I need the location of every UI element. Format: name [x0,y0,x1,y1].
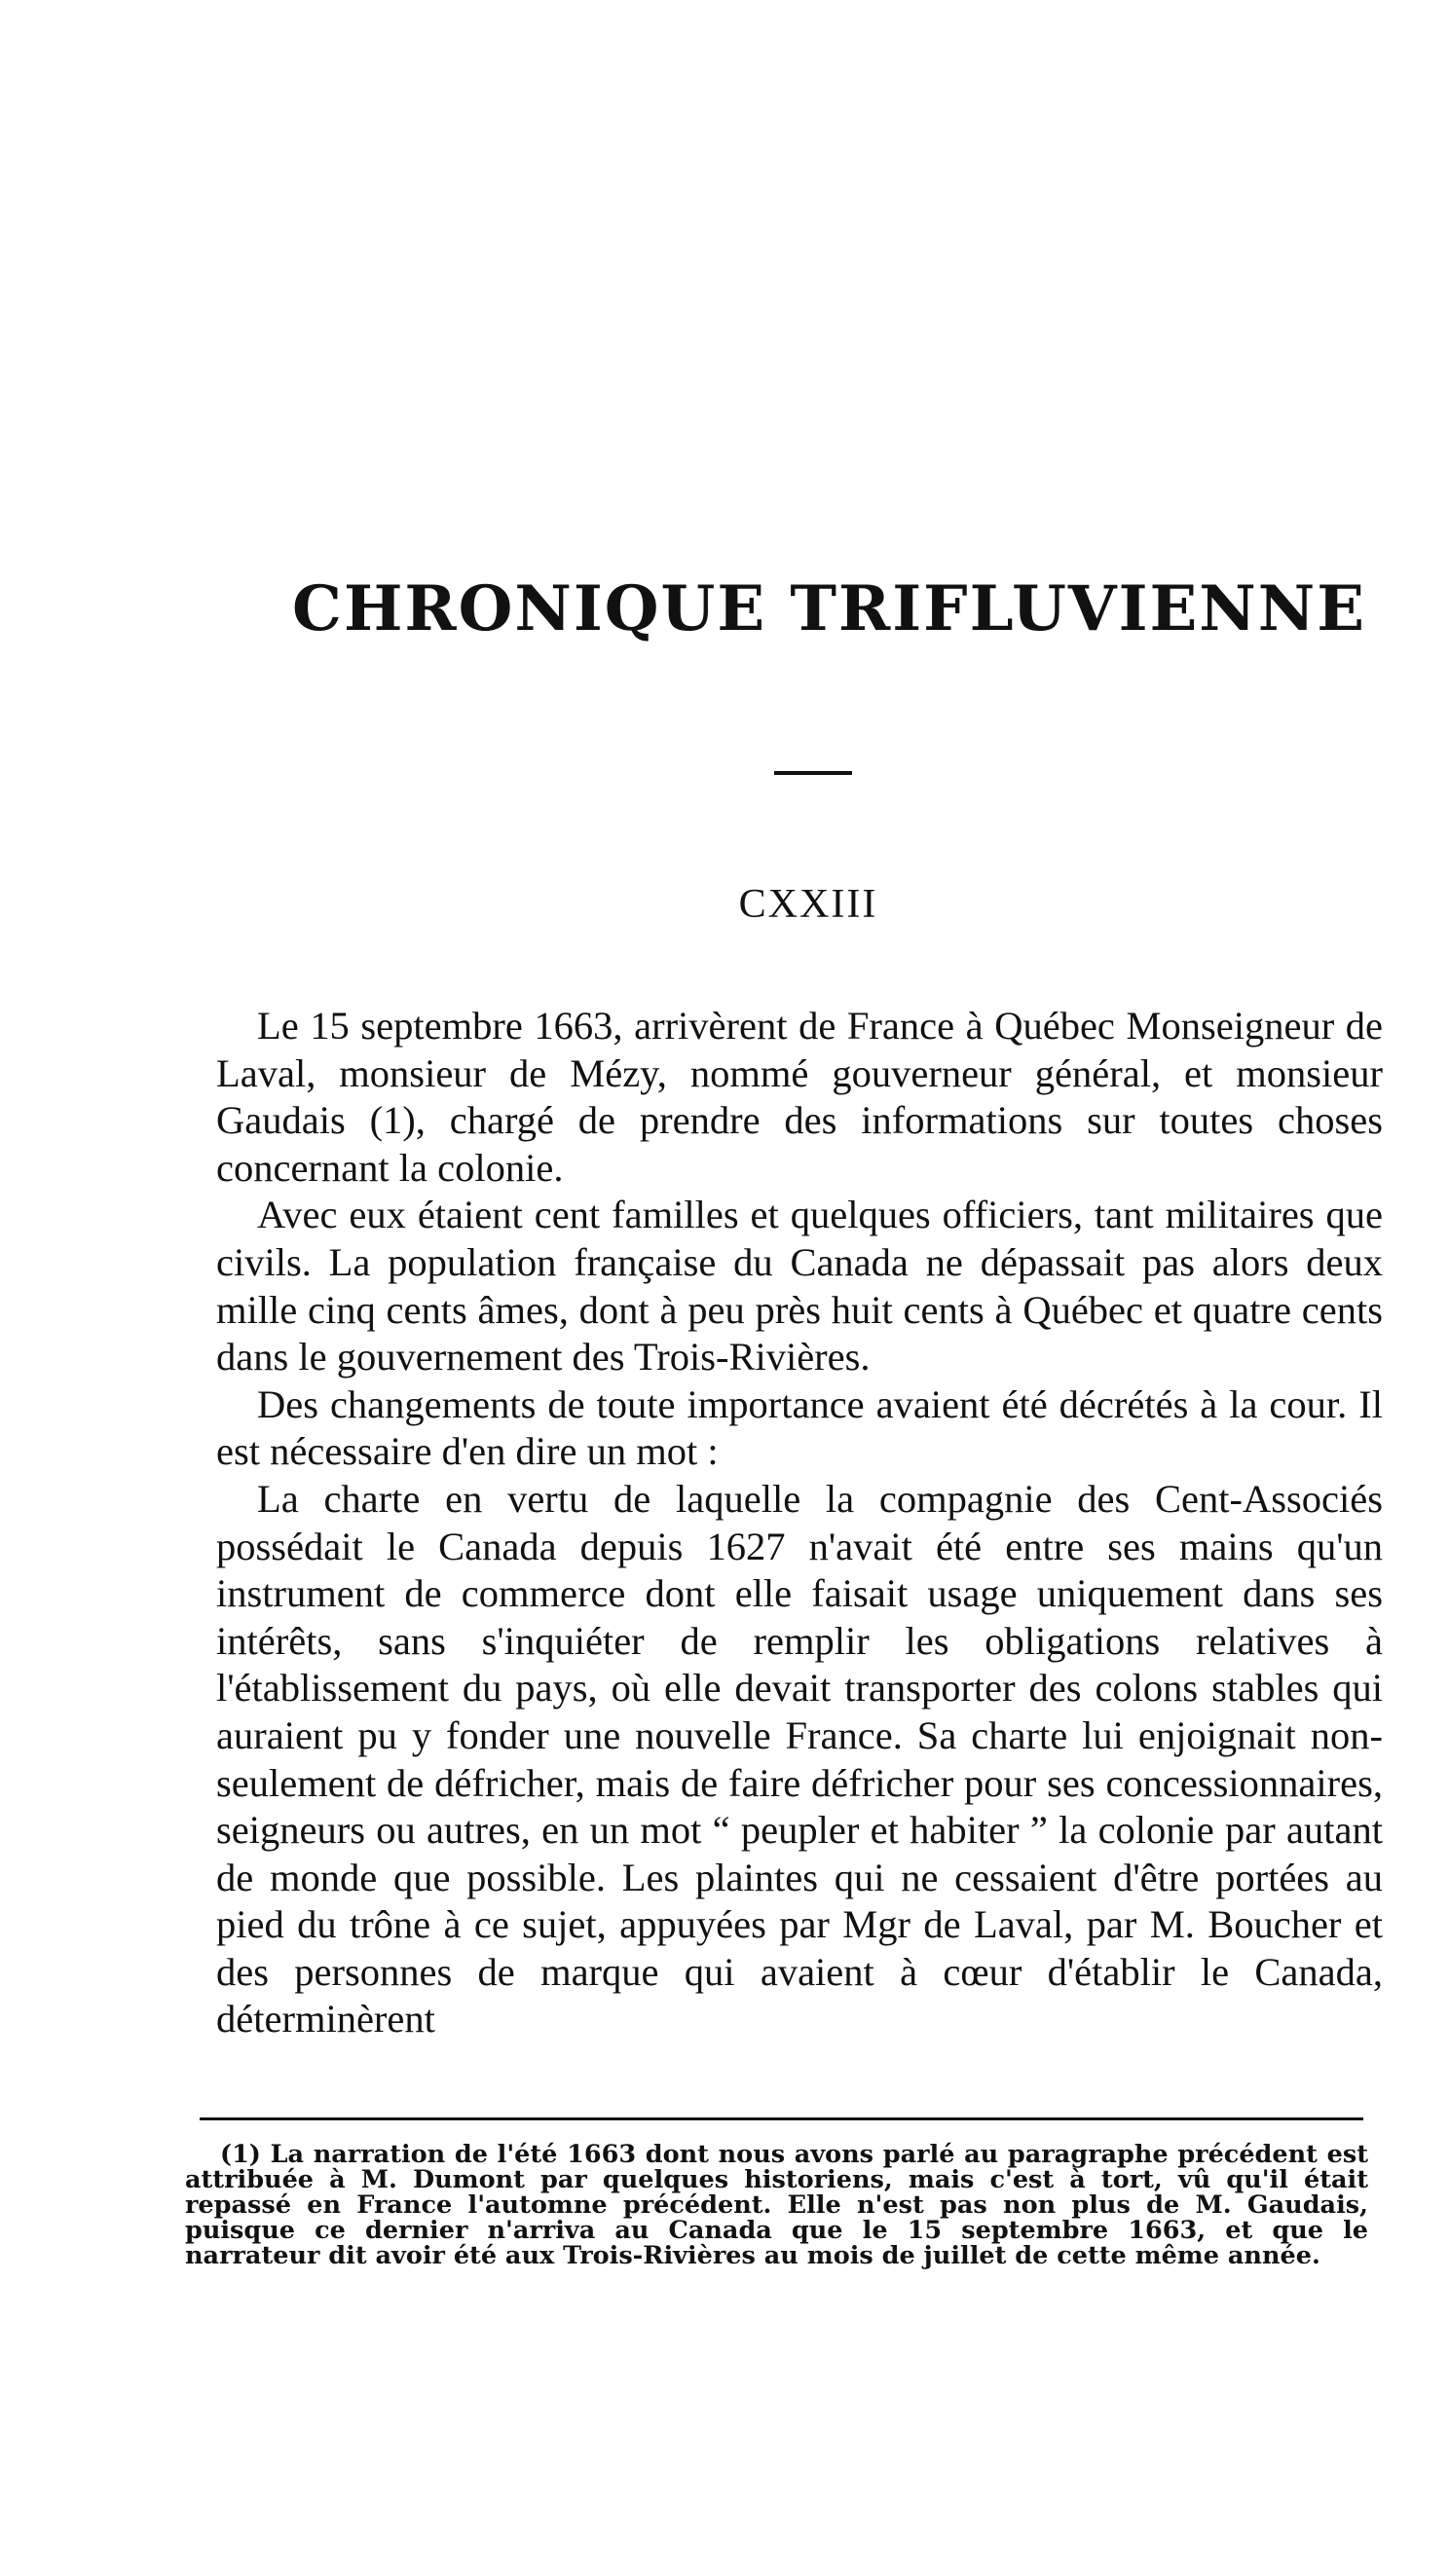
title-divider [774,771,852,775]
page-title: CHRONIQUE TRIFLUVIENNE [292,572,1367,645]
chapter-number: CXXIII [738,882,878,927]
paragraph: Le 15 septembre 1663, arrivèrent de France à Québec Monseigneur de Laval, monsieur de Mézy, nommé gouverneur général, et monsieur Gaudais (1), chargé de prendre des informations sur toutes choses concernant la colonie. [216,1004,1383,1190]
footnote [185,2142,1368,2268]
paragraph: Des changements de toute importance avaient été décrétés à la cour. Il est nécessaire d'en dire un mot : [216,1381,1383,1474]
footnote-divider [200,2117,1363,2120]
footnote-text: (1) La narration de l'été 1663 dont nous avons parlé au paragraphe précédent est attribuée à M. Dumont par quelques historiens, mais c'est à tort, vû qu'il était repassé en France l'automne précédent. Elle n'est pas non plus de M. Gaudais, puisque ce dernier n'arriva au Canada que le 15 septembre 1663, et que le narrateur dit avoir été aux Trois-Rivières au mois de juillet de cette même année. [185,2140,1368,2270]
body-text [216,1003,1383,2043]
paragraph: Avec eux étaient cent familles et quelques officiers, tant militaires que civils. La population française du Canada ne dépassait pas alors deux mille cinq cents âmes, dont à peu près huit cents à Québec et quatre cents dans le gouvernement des Trois-Rivières. [216,1193,1383,1380]
paragraph: La charte en vertu de laquelle la compagnie des Cent-Associés possédait le Canada depuis 1627 n'avait été entre ses mains qu'un instrument de commerce dont elle faisait usage uniquement dans ses intérêts, sans s'inquiéter de remplir les obligations relatives à l'établissement du pays, où elle devait transporter des colons stables qui auraient pu y fonder une nouvelle France. Sa charte lui enjoignait non-seulement de défricher, mais de faire défricher pour ses concessionnaires, seigneurs ou autres, en un mot “ peupler et habiter ” la colonie par autant de monde que possible. Les plaintes qui ne cessaient d'être portées au pied du trône à ce sujet, appuyées par Mgr de Laval, par M. Boucher et des personnes de marque qui avaient à cœur d'établir le Canada, déterminèrent [216,1476,1383,2042]
